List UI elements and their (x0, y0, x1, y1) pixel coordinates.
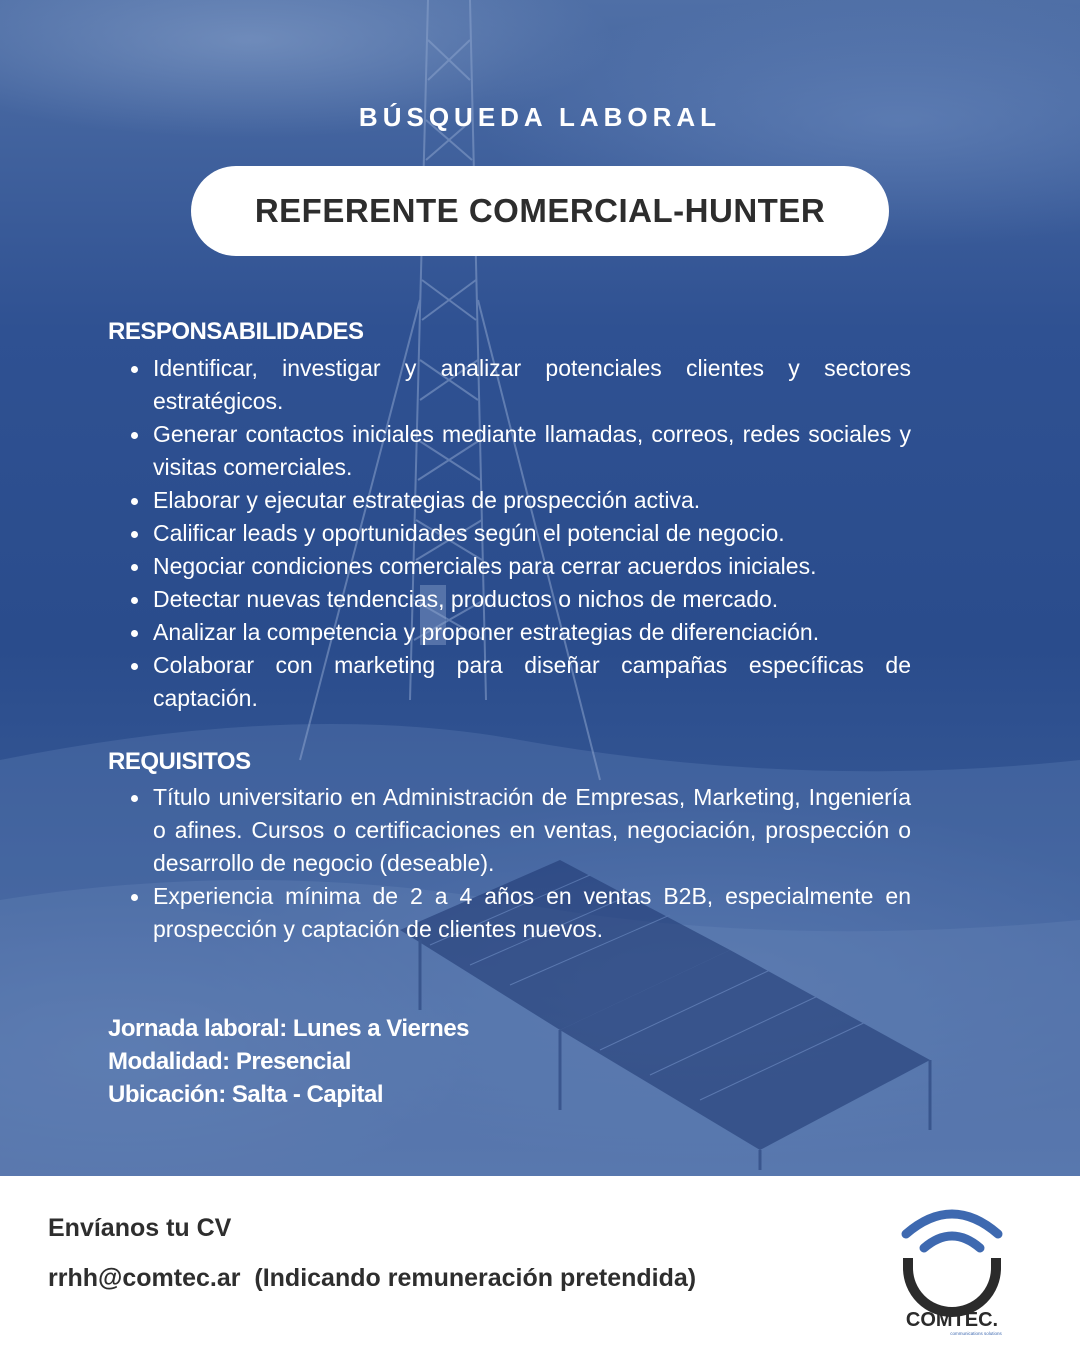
list-item: Elaborar y ejecutar estrategias de prospección activa. (153, 484, 911, 517)
list-item: Negociar condiciones comerciales para cerrar acuerdos iniciales. (153, 550, 911, 583)
list-item: Detectar nuevas tendencias, productos o nichos de mercado. (153, 583, 911, 616)
contact-email-line[interactable]: rrhh@comtec.ar (Indicando remuneración pretendida) (48, 1264, 697, 1292)
footer (0, 1176, 1080, 1350)
list-item: Colaborar con marketing para diseñar campañas específicas de captación. (153, 649, 911, 715)
location-text: Ubicación: Salta - Capital (108, 1081, 384, 1108)
list-item: Generar contactos iniciales mediante llamadas, correos, redes sociales y visitas comerciales. (153, 418, 911, 484)
list-item: Título universitario en Administración de Empresas, Marketing, Ingeniería o afines. Cursos o certificaciones en ventas, negociación, prospección o desarrollo de negocio (deseable). (153, 781, 911, 880)
list-item: Identificar, investigar y analizar potenciales clientes y sectores estratégicos. (153, 352, 911, 418)
responsibilities-list (153, 352, 911, 715)
responsibilities-heading: RESPONSABILIDADES (108, 318, 364, 345)
kicker-text: BÚSQUEDA LABORAL (358, 102, 722, 132)
cta-text: Envíanos tu CV (48, 1214, 232, 1242)
wifi-arc-inner-icon (924, 1236, 980, 1248)
modality-text: Modalidad: Presencial (108, 1048, 351, 1075)
job-details (108, 1012, 469, 1111)
requirements-list (153, 781, 911, 946)
schedule-text: Jornada laboral: Lunes a Viernes (108, 1015, 470, 1042)
list-item: Calificar leads y oportunidades según el potencial de negocio. (153, 517, 911, 550)
comtec-logo (892, 1196, 1012, 1338)
list-item: Analizar la competencia y proponer estrategias de diferenciación. (153, 616, 911, 649)
u-shape-icon (908, 1258, 996, 1312)
logo-tagline-text: communications solutions (950, 1331, 1002, 1336)
job-title: REFERENTE COMERCIAL-HUNTER (254, 192, 826, 229)
wifi-arc-outer-icon (906, 1214, 998, 1234)
requirements-heading: REQUISITOS (108, 748, 251, 775)
logo-brand-text: COMTEC. (905, 1309, 999, 1331)
job-title-pill (191, 166, 889, 256)
list-item: Experiencia mínima de 2 a 4 años en ventas B2B, especialmente en prospección y captación de clientes nuevos. (153, 880, 911, 946)
